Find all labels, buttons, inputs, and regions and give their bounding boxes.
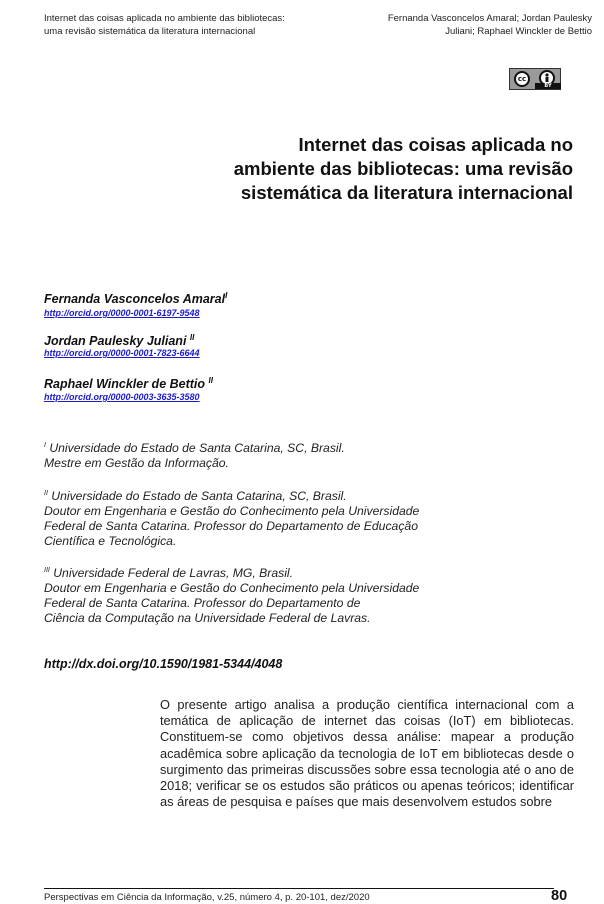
header-left-line2: uma revisão sistemática da literatura internacional — [44, 26, 256, 37]
author-name: Jordan Paulesky Juliani $^{II}$ — [44, 333, 195, 349]
orcid-link[interactable]: http://orcid.org/0000-0001-6197-9548 — [44, 308, 200, 318]
doi-link[interactable]: http://dx.doi.org/10.1590/1981-5344/4048 — [44, 657, 283, 671]
abstract-text: O presente artigo analisa a produção científica internacional com a temática de aplicação de internet das coisas (IoT) em bibliotecas. Constituem-se como objetivos dessa análise: mapear a produção acadêmica sobre aplicação da tecnologia de IoT em bibliotecas desde o surgimento das primeiras discussões sobre essa tecnologia até o ano de 2018; verificar se os estudos são práticos ou apenas teóricos; identificar as áreas de pesquisa e países que mais desenvolvem estudos sobre — [160, 697, 574, 810]
running-header-left — [44, 12, 334, 38]
by-label: BY — [535, 83, 561, 89]
orcid-link[interactable]: http://orcid.org/0000-0001-7823-6644 — [44, 348, 200, 358]
author-name: Raphael Winckler de Bettio $^{II}$ — [44, 376, 213, 392]
article-title — [150, 133, 573, 205]
affiliation-mark: I — [225, 291, 228, 300]
page-number: 80 — [551, 888, 568, 904]
orcid-link[interactable]: http://orcid.org/0000-0003-3635-3580 — [44, 392, 200, 402]
affiliation-block: $^{III}$ Universidade Federal de Lavras, MG, Brasil. Doutor em Engenharia e Gestão do Conhecimento pela Universidade Federal de Santa Catarina. Professor do Departamento de Ciência da Computação na Universidade Federal de Lavras. — [44, 566, 420, 626]
running-header-right — [352, 12, 592, 38]
title-line3: sistemática da literatura internacional — [240, 182, 573, 203]
affiliation-mark: II — [44, 490, 48, 497]
author-name: Fernanda Vasconcelos Amaral$^I$ — [44, 291, 228, 307]
footer-rule — [44, 888, 554, 889]
header-right-line1: Fernanda Vasconcelos Amaral; Jordan Paulesky — [387, 13, 592, 24]
title-line2: ambiente das bibliotecas: uma revisão — [233, 158, 573, 179]
header-left-line1: Internet das coisas aplicada no ambiente das bibliotecas: — [44, 13, 285, 24]
header-right-line2: Juliani; Raphael Winckler de Bettio — [445, 26, 592, 37]
affiliation-mark: II — [208, 376, 213, 385]
cc-icon: cc — [514, 71, 530, 87]
affiliation-block: $^I$ Universidade do Estado de Santa Catarina, SC, Brasil. Mestre em Gestão da Informação. — [44, 441, 345, 471]
title-line1: Internet das coisas aplicada no — [298, 134, 573, 155]
cc-by-license-icon[interactable] — [509, 68, 561, 90]
affiliation-block: $^{II}$ Universidade do Estado de Santa Catarina, SC, Brasil. Doutor em Engenharia e Gestão do Conhecimento pela Universidade Federal de Santa Catarina. Professor do Departamento de Educação Científica e Tecnológica. — [44, 489, 420, 549]
affiliation-mark: III — [44, 567, 50, 574]
affiliation-mark: I — [44, 442, 46, 449]
affiliation-mark: II — [189, 333, 195, 342]
footer-citation: Perspectivas em Ciência da Informação, v.25, número 4, p. 20-101, dez/2020 — [44, 892, 370, 903]
